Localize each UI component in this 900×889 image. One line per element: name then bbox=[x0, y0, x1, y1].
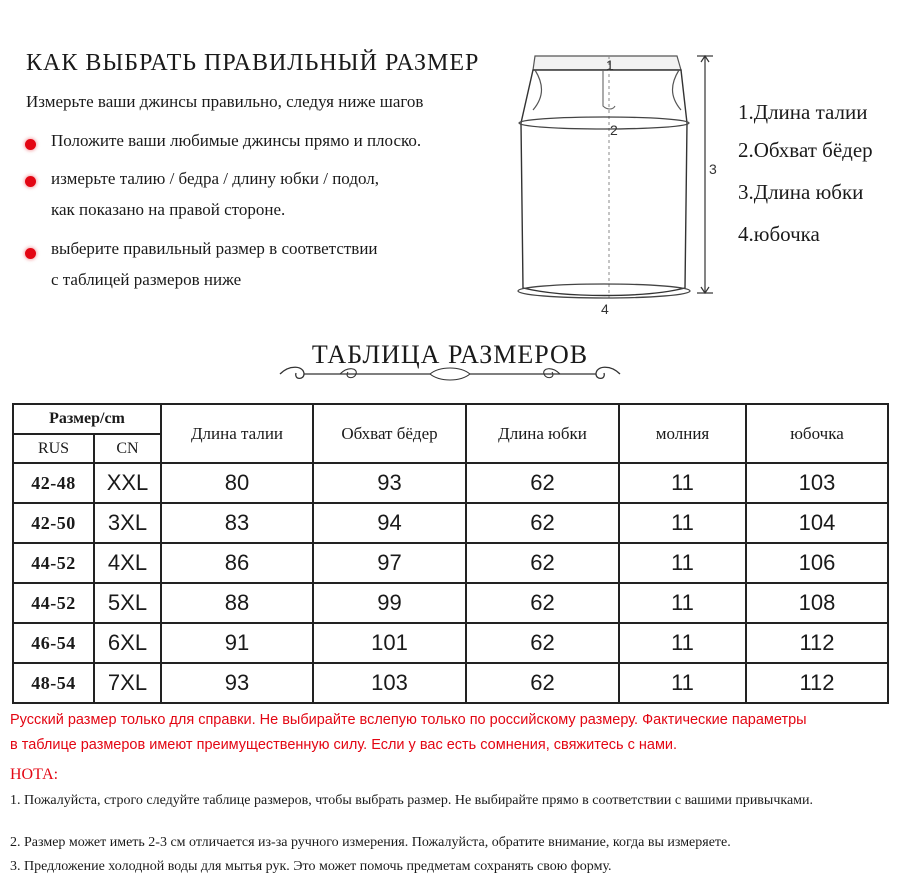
cn-header: CN bbox=[94, 434, 161, 463]
table-cell: 93 bbox=[161, 663, 313, 703]
note-item-3: 3. Предложение холодной воды для мытья рук. Это может помочь предметам сохранять свою форму. bbox=[10, 859, 612, 874]
step-2-text: измерьте талию / бедра / длину юбки / подол, bbox=[51, 169, 379, 188]
table-cell: 11 bbox=[619, 623, 746, 663]
red-bullet-icon bbox=[25, 176, 36, 187]
step-1-text: Положите ваши любимые джинсы прямо и плоско. bbox=[51, 131, 422, 150]
note-item-1: 1. Пожалуйста, строго следуйте таблице размеров, чтобы выбрать размер. Не выбирайте прямо в соответствии с вашими привычками. bbox=[10, 793, 814, 808]
cn-size: 6XL bbox=[94, 623, 161, 663]
step-3-text: выберите правильный размер в соответствии bbox=[51, 239, 378, 258]
table-cell: 112 bbox=[746, 623, 888, 663]
skirt-body-shape bbox=[521, 70, 687, 296]
rus-size: 44-52 bbox=[13, 583, 94, 623]
table-row bbox=[13, 503, 888, 543]
rus-size: 42-48 bbox=[13, 463, 94, 503]
table-row bbox=[13, 543, 888, 583]
rus-size: 46-54 bbox=[13, 623, 94, 663]
measure-label-2: 2 bbox=[610, 122, 618, 138]
measure-label-4: 4 bbox=[601, 301, 609, 317]
rus-size: 48-54 bbox=[13, 663, 94, 703]
table-cell: 62 bbox=[466, 543, 619, 583]
table-row bbox=[13, 663, 888, 703]
table-cell: 86 bbox=[161, 543, 313, 583]
skirt-diagram bbox=[505, 48, 735, 318]
notes-heading: НОТА: bbox=[10, 766, 59, 783]
table-cell: 101 bbox=[313, 623, 466, 663]
legend-hip-girth: 2.Обхват бёдер bbox=[738, 138, 873, 162]
table-cell: 94 bbox=[313, 503, 466, 543]
size-header: Размер/cm bbox=[13, 404, 161, 434]
table-cell: 93 bbox=[313, 463, 466, 503]
column-header: Длина талии bbox=[161, 404, 313, 463]
table-cell: 108 bbox=[746, 583, 888, 623]
table-cell: 104 bbox=[746, 503, 888, 543]
legend-hem: 4.юбочка bbox=[738, 222, 820, 246]
legend-skirt-length: 3.Длина юбки bbox=[738, 180, 864, 204]
cn-size: 7XL bbox=[94, 663, 161, 703]
table-row bbox=[13, 463, 888, 503]
ornament-divider-icon bbox=[270, 360, 630, 388]
rus-size: 44-52 bbox=[13, 543, 94, 583]
table-cell: 11 bbox=[619, 543, 746, 583]
column-header: Обхват бёдер bbox=[313, 404, 466, 463]
table-cell: 91 bbox=[161, 623, 313, 663]
table-cell: 11 bbox=[619, 463, 746, 503]
table-cell: 103 bbox=[746, 463, 888, 503]
cn-size: XXL bbox=[94, 463, 161, 503]
step-3-text-cont: с таблицей размеров ниже bbox=[51, 270, 242, 289]
red-bullet-icon bbox=[25, 139, 36, 150]
size-table-title: ТАБЛИЦА РАЗМЕРОВ bbox=[311, 340, 589, 369]
table-cell: 97 bbox=[313, 543, 466, 583]
step-2-text-cont: как показано на правой стороне. bbox=[51, 200, 286, 219]
rus-size: 42-50 bbox=[13, 503, 94, 543]
table-cell: 80 bbox=[161, 463, 313, 503]
warning-line-2: в таблице размеров имеют преимущественную силу. Если у вас есть сомнения, свяжитесь с нами. bbox=[10, 737, 678, 753]
column-header: Длина юбки bbox=[466, 404, 619, 463]
instruction-subtitle: Измерьте ваши джинсы правильно, следуя ниже шагов bbox=[26, 92, 424, 111]
table-cell: 112 bbox=[746, 663, 888, 703]
table-cell: 106 bbox=[746, 543, 888, 583]
table-cell: 11 bbox=[619, 663, 746, 703]
table-cell: 11 bbox=[619, 503, 746, 543]
table-cell: 62 bbox=[466, 623, 619, 663]
column-header: юбочка bbox=[746, 404, 888, 463]
table-cell: 11 bbox=[619, 583, 746, 623]
red-bullet-icon bbox=[25, 248, 36, 259]
table-cell: 103 bbox=[313, 663, 466, 703]
table-row bbox=[13, 583, 888, 623]
table-cell: 62 bbox=[466, 583, 619, 623]
table-cell: 62 bbox=[466, 463, 619, 503]
rus-header: RUS bbox=[13, 434, 94, 463]
table-row bbox=[13, 623, 888, 663]
cn-size: 5XL bbox=[94, 583, 161, 623]
size-table bbox=[12, 403, 889, 704]
measure-label-3: 3 bbox=[709, 161, 717, 177]
warning-line-1: Русский размер только для справки. Не выбирайте вслепую только по российскому размеру. Фактические параметры bbox=[10, 712, 807, 728]
note-item-2: 2. Размер может иметь 2-3 см отличается из-за ручного измерения. Пожалуйста, обратите внимание, когда вы измеряете. bbox=[10, 835, 731, 850]
table-cell: 83 bbox=[161, 503, 313, 543]
column-header: молния bbox=[619, 404, 746, 463]
cn-size: 4XL bbox=[94, 543, 161, 583]
page-title: КАК ВЫБРАТЬ ПРАВИЛЬНЫЙ РАЗМЕР bbox=[26, 50, 480, 76]
measure-label-1: 1 bbox=[606, 57, 614, 73]
table-cell: 88 bbox=[161, 583, 313, 623]
russian-size-warning bbox=[10, 708, 890, 758]
cn-size: 3XL bbox=[94, 503, 161, 543]
table-cell: 62 bbox=[466, 503, 619, 543]
legend-waist-length: 1.Длина талии bbox=[738, 100, 868, 124]
table-cell: 62 bbox=[466, 663, 619, 703]
table-cell: 99 bbox=[313, 583, 466, 623]
